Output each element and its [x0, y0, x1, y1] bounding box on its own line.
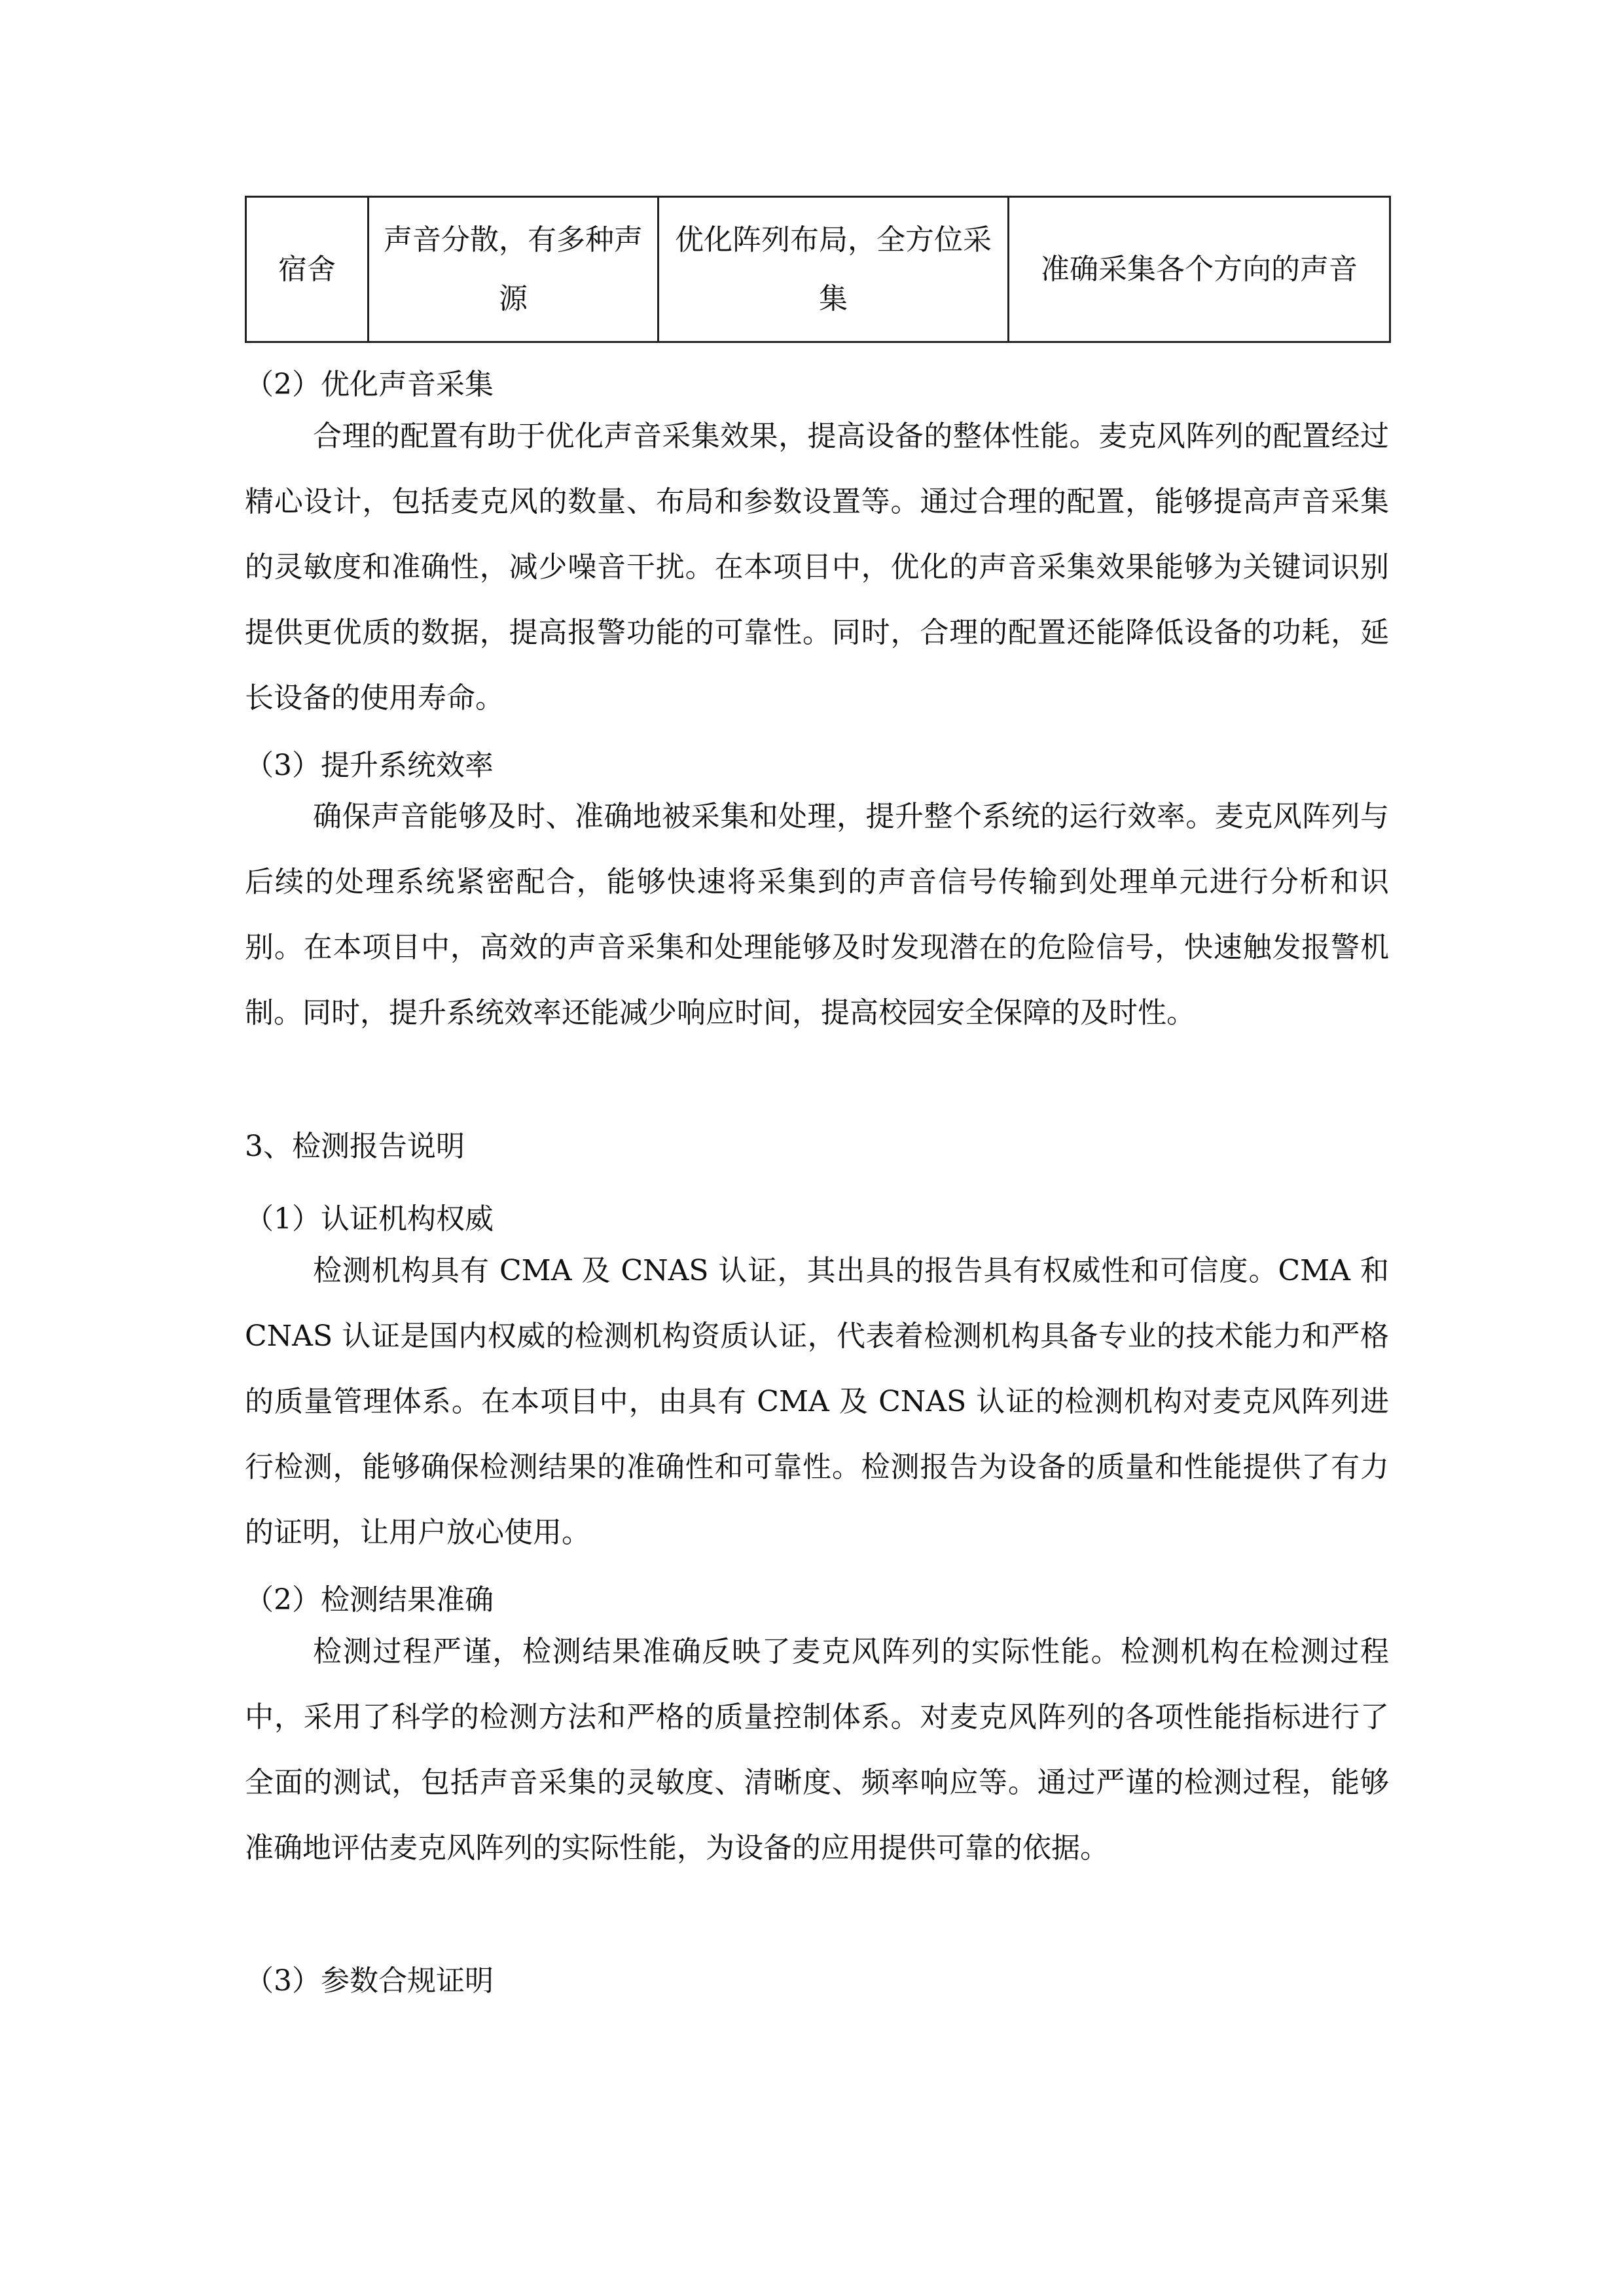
table-cell-solution: 优化阵列布局，全方位采集	[659, 197, 1009, 342]
subheading-cert-authority: （1）认证机构权威	[245, 1202, 494, 1236]
table-cell-feature: 声音分散，有多种声源	[369, 197, 659, 342]
table-cell-effect: 准确采集各个方向的声音	[1009, 197, 1390, 342]
subheading-accurate-results: （2）检测结果准确	[245, 1583, 494, 1617]
section-heading-test-report: 3、检测报告说明	[245, 1130, 465, 1163]
subheading-parameter-compliance: （3）参数合规证明	[245, 1964, 494, 1998]
paragraph-system-efficiency: 确保声音能够及时、准确地被采集和处理，提升整个系统的运行效率。麦克风阵列与后续的处理系统紧密配合，能够快速将采集到的声音信号传输到处理单元进行分析和识别。在本项目中，高效的声音采集和处理能够及时发现潜在的危险信号，快速触发报警机制。同时，提升系统效率还能减少响应时间，提高校园安全保障的及时性。	[245, 800, 1389, 1030]
paragraph-cert-authority: 检测机构具有 CMA 及 CNAS 认证，其出具的报告具有权威性和可信度。CMA 和 CNAS 认证是国内权威的检测机构资质认证，代表着检测机构具备专业的技术能力和严格的质量管理体系。在本项目中，由具有 CMA 及 CNAS 认证的检测机构对麦克风阵列进行检测，能够确保检测结果的准确性和可靠性。检测报告为设备的质量和性能提供了有力的证明，让用户放心使用。	[245, 1254, 1389, 1549]
table-row	[246, 197, 1390, 342]
paragraph-accurate-results: 检测过程严谨，检测结果准确反映了麦克风阵列的实际性能。检测机构在检测过程中，采用了科学的检测方法和严格的质量控制体系。对麦克风阵列的各项性能指标进行了全面的测试，包括声音采集的灵敏度、清晰度、频率响应等。通过严谨的检测过程，能够准确地评估麦克风阵列的实际性能，为设备的应用提供可靠的依据。	[245, 1635, 1389, 1865]
table-cell-location: 宿舍	[246, 197, 369, 342]
paragraph-optimize-capture: 合理的配置有助于优化声音采集效果，提高设备的整体性能。麦克风阵列的配置经过精心设计，包括麦克风的数量、布局和参数设置等。通过合理的配置，能够提高声音采集的灵敏度和准确性，减少噪音干扰。在本项目中，优化的声音采集效果能够为关键词识别提供更优质的数据，提高报警功能的可靠性。同时，合理的配置还能降低设备的功耗，延长设备的使用寿命。	[245, 420, 1389, 715]
scenario-table	[245, 196, 1391, 343]
subheading-system-efficiency: （3）提升系统效率	[245, 749, 494, 782]
subheading-optimize-capture: （2）优化声音采集	[245, 368, 494, 401]
